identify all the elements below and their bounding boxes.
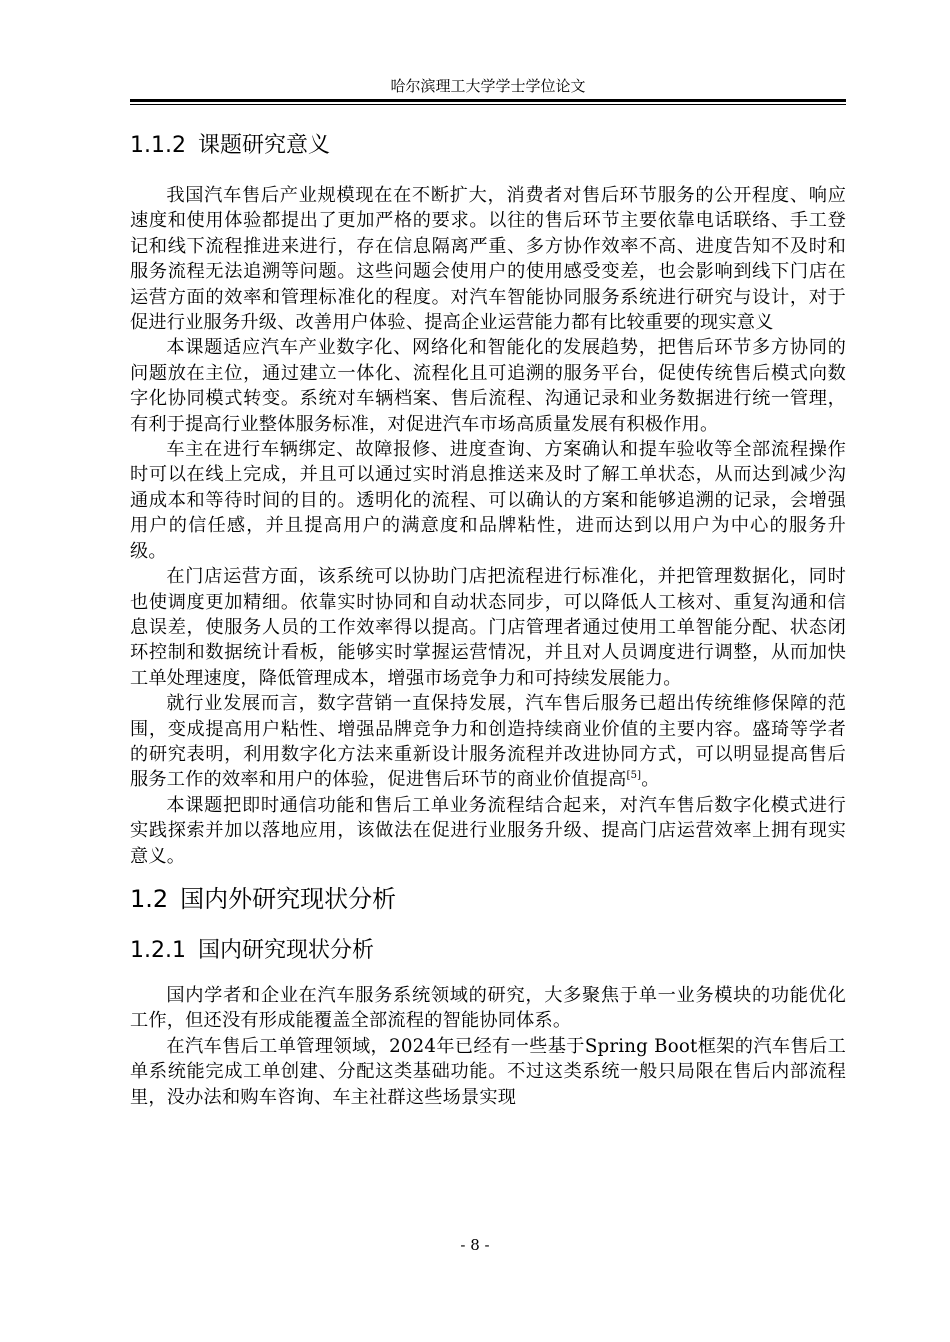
paragraph: 国内学者和企业在汽车服务系统领域的研究，大多聚焦于单一业务模块的功能优化工作，但还没有形成能覆盖全部流程的智能协同体系。 xyxy=(130,984,846,1032)
header-rule-thin xyxy=(130,104,846,105)
header-rule-thick xyxy=(130,99,846,102)
page-body xyxy=(130,130,846,1110)
section-heading-1-2: 1.2 国内外研究现状分析 xyxy=(130,884,397,913)
section-heading-1-1-2: 1.1.2 课题研究意义 xyxy=(130,133,330,158)
paragraph: 我国汽车售后产业规模现在在不断扩大，消费者对售后环节服务的公开程度、响应速度和使用体验都提出了更加严格的要求。以往的售后环节主要依靠电话联络、手工登记和线下流程推进来进行，存在信息隔离严重、多方协作效率不高、进度告知不及时和服务流程无法追溯等问题。这些问题会使用户的使用感受变差，也会影响到线下门店在运营方面的效率和管理标准化的程度。对汽车智能协同服务系统进行研究与设计，对于促进行业服务升级、改善用户体验、提高企业运营能力都有比较重要的现实意义 xyxy=(130,185,846,334)
citation-ref: [5] xyxy=(626,770,642,782)
paragraph: 本课题适应汽车产业数字化、网络化和智能化的发展趋势，把售后环节多方协同的问题放在主位，通过建立一体化、流程化且可追溯的服务平台，促使传统售后模式向数字化协同模式转变。系统对车辆档案、售后流程、沟通记录和业务数据进行统一管理，有利于提高行业整体服务标准，对促进汽车市场高质量发展有积极作用。 xyxy=(130,337,846,435)
paragraph: 车主在进行车辆绑定、故障报修、进度查询、方案确认和提车验收等全部流程操作时可以在线上完成，并且可以通过实时消息推送来及时了解工单状态，从而达到减少沟通成本和等待时间的目的。透明化的流程、可以确认的方案和能够追溯的记录，会增强用户的信任感，并且提高用户的满意度和品牌粘性，进而达到以用户为中心的服务升级。 xyxy=(130,439,846,562)
paragraph: 本课题把即时通信功能和售后工单业务流程结合起来，对汽车售后数字化模式进行实践探索并加以落地应用，该做法在促进行业服务升级、提高门店运营效率上拥有现实意义。 xyxy=(130,794,846,867)
paragraph: 在门店运营方面，该系统可以协助门店把流程进行标准化，并把管理数据化，同时也使调度更加精细。依靠实时协同和自动状态同步，可以降低人工核对、重复沟通和信息误差，使服务人员的工作效率得以提高。门店管理者通过使用工单智能分配、状态闭环控制和数据统计看板，能够实时掌握运营情况，并且对人员调度进行调整，从而加快工单处理速度，降低管理成本，增强市场竞争力和可持续发展能力。 xyxy=(130,566,846,689)
paragraph: 在汽车售后工单管理领域，2024年已经有一些基于Spring Boot框架的汽车售后工单系统能完成工单创建、分配这类基础功能。不过这类系统一般只局限在售后内部流程里，没办法和购车咨询、车主社群这些场景实现 xyxy=(130,1035,846,1108)
running-header: 哈尔滨理工大学学士学位论文 xyxy=(390,77,586,95)
page-number: - 8 - xyxy=(460,1236,490,1254)
paragraph-with-citation: 就行业发展而言，数字营销一直保持发展，汽车售后服务已超出传统维修保障的范围，变成提高用户粘性、增强品牌竞争力和创造持续商业价值的主要内容。盛琦等学者的研究表明，利用数字化方法来重新设计服务流程并改进协同方式，可以明显提高售后服务工作的效率和用户的体验，促进售后环节的商业价值提高[5]。 xyxy=(130,693,846,791)
section-heading-1-2-1: 1.2.1 国内研究现状分析 xyxy=(130,937,374,963)
